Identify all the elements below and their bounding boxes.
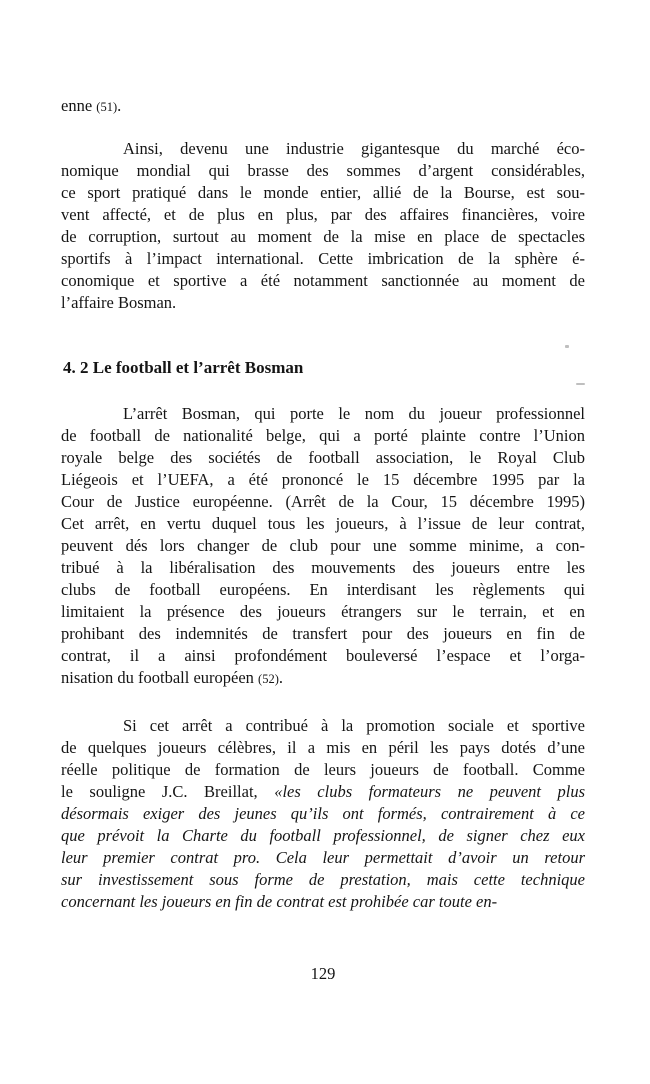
text-segment: Cour de Justice européenne. (Arrêt de la Cour, 15 décembre 1995) — [61, 492, 585, 511]
footnote-ref: (52) — [258, 672, 279, 686]
scan-speck — [565, 345, 569, 348]
text-line — [61, 891, 585, 913]
text-segment: . — [117, 96, 122, 115]
text-line — [61, 425, 585, 447]
text-segment: sportifs à l’impact international. Cette imbrication de la sphère é- — [61, 249, 585, 268]
text-line — [61, 645, 585, 667]
text-line — [61, 781, 585, 803]
text-segment: contrat, il a ainsi profondément bouleversé l’espace et l’orga- — [61, 646, 585, 665]
text-segment: l’affaire Bosman. — [61, 293, 177, 312]
text-segment: ce sport pratiqué dans le monde entier, allié de la Bourse, est sou- — [61, 183, 585, 202]
text-line — [61, 737, 585, 759]
text-segment: que prévoit la Charte du football professionnel, de signer chez eux — [61, 826, 585, 845]
text-segment: vent affecté, et de plus en plus, par des affaires financières, voire — [61, 205, 585, 224]
text-segment: leur premier contrat pro. Cela leur permettait d’avoir un retour — [61, 848, 585, 867]
text-line — [61, 182, 585, 204]
paragraph-continuation — [61, 95, 585, 118]
text-line — [61, 825, 585, 847]
page-number: 129 — [310, 964, 336, 983]
text-line — [61, 601, 585, 623]
text-segment: Ainsi, devenu une industrie gigantesque du marché éco- — [123, 139, 585, 158]
text-line — [61, 491, 585, 513]
text-segment: nomique mondial qui brasse des sommes d’argent considérables, — [61, 161, 585, 180]
text-line — [61, 759, 585, 781]
paragraph-breillat-quote — [61, 715, 585, 913]
text-line — [61, 270, 585, 292]
text-line — [61, 403, 585, 425]
footnote-ref: (51) — [96, 100, 118, 114]
text-line — [61, 557, 585, 579]
text-segment: le souligne J.C. Breillat, — [61, 782, 275, 801]
paragraph-industry — [61, 138, 585, 314]
text-line — [61, 623, 585, 645]
text-line — [61, 160, 585, 182]
text-segment: de quelques joueurs célèbres, il a mis en péril les pays dotés d’une — [61, 738, 585, 757]
text-line — [61, 469, 585, 491]
text-segment: enne — [61, 96, 97, 115]
section-heading: 4. 2 Le football et l’arrêt Bosman — [63, 358, 304, 377]
text-segment: désormais exiger des jeunes qu’ils ont formés, contrairement à ce — [61, 804, 585, 823]
text-line — [61, 95, 585, 118]
text-line — [61, 447, 585, 469]
text-line — [61, 535, 585, 557]
text-segment: nisation du football européen — [61, 668, 259, 687]
text-segment: conomique et sportive a été notamment sanctionnée au moment de — [61, 271, 585, 290]
paragraph-arret-bosman — [61, 403, 585, 690]
text-segment: concernant les joueurs en fin de contrat est prohibée car toute en- — [61, 892, 498, 911]
scan-speck — [576, 383, 585, 385]
text-line — [61, 869, 585, 891]
text-segment: clubs de football européens. En interdisant les règlements qui — [61, 580, 585, 599]
text-segment: . — [278, 668, 283, 687]
text-line — [61, 292, 585, 314]
text-line — [61, 248, 585, 270]
text-segment: royale belge des sociétés de football association, le Royal Club — [61, 448, 585, 467]
text-line — [61, 667, 585, 690]
text-segment: limitaient la présence des joueurs étrangers sur le terrain, et en — [61, 602, 585, 621]
text-line — [61, 513, 585, 535]
text-line — [61, 204, 585, 226]
text-segment: Si cet arrêt a contribué à la promotion sociale et sportive — [123, 716, 585, 735]
text-line — [61, 138, 585, 160]
text-segment: de football de nationalité belge, qui a porté plainte contre l’Union — [61, 426, 585, 445]
text-segment: L’arrêt Bosman, qui porte le nom du joueur professionnel — [123, 404, 585, 423]
text-line — [61, 715, 585, 737]
text-segment: «les clubs formateurs ne peuvent plus — [274, 782, 585, 801]
text-segment: prohibant des indemnités de transfert pour des joueurs en fin de — [61, 624, 585, 643]
text-segment: Liégeois et l’UEFA, a été prononcé le 15 décembre 1995 par la — [61, 470, 585, 489]
text-line — [61, 579, 585, 601]
text-line — [61, 226, 585, 248]
text-segment: Cet arrêt, en vertu duquel tous les joueurs, à l’issue de leur contrat, — [61, 514, 585, 533]
text-segment: sur investissement sous forme de prestation, mais cette technique — [61, 870, 585, 889]
text-line — [61, 847, 585, 869]
text-segment: de corruption, surtout au moment de la mise en place de spectacles — [61, 227, 585, 246]
text-segment: peuvent dés lors changer de club pour une somme minime, a con- — [61, 536, 585, 555]
text-line — [61, 803, 585, 825]
text-segment: tribué à la libéralisation des mouvements des joueurs entre les — [61, 558, 585, 577]
text-segment: réelle politique de formation de leurs joueurs de football. Comme — [61, 760, 585, 779]
